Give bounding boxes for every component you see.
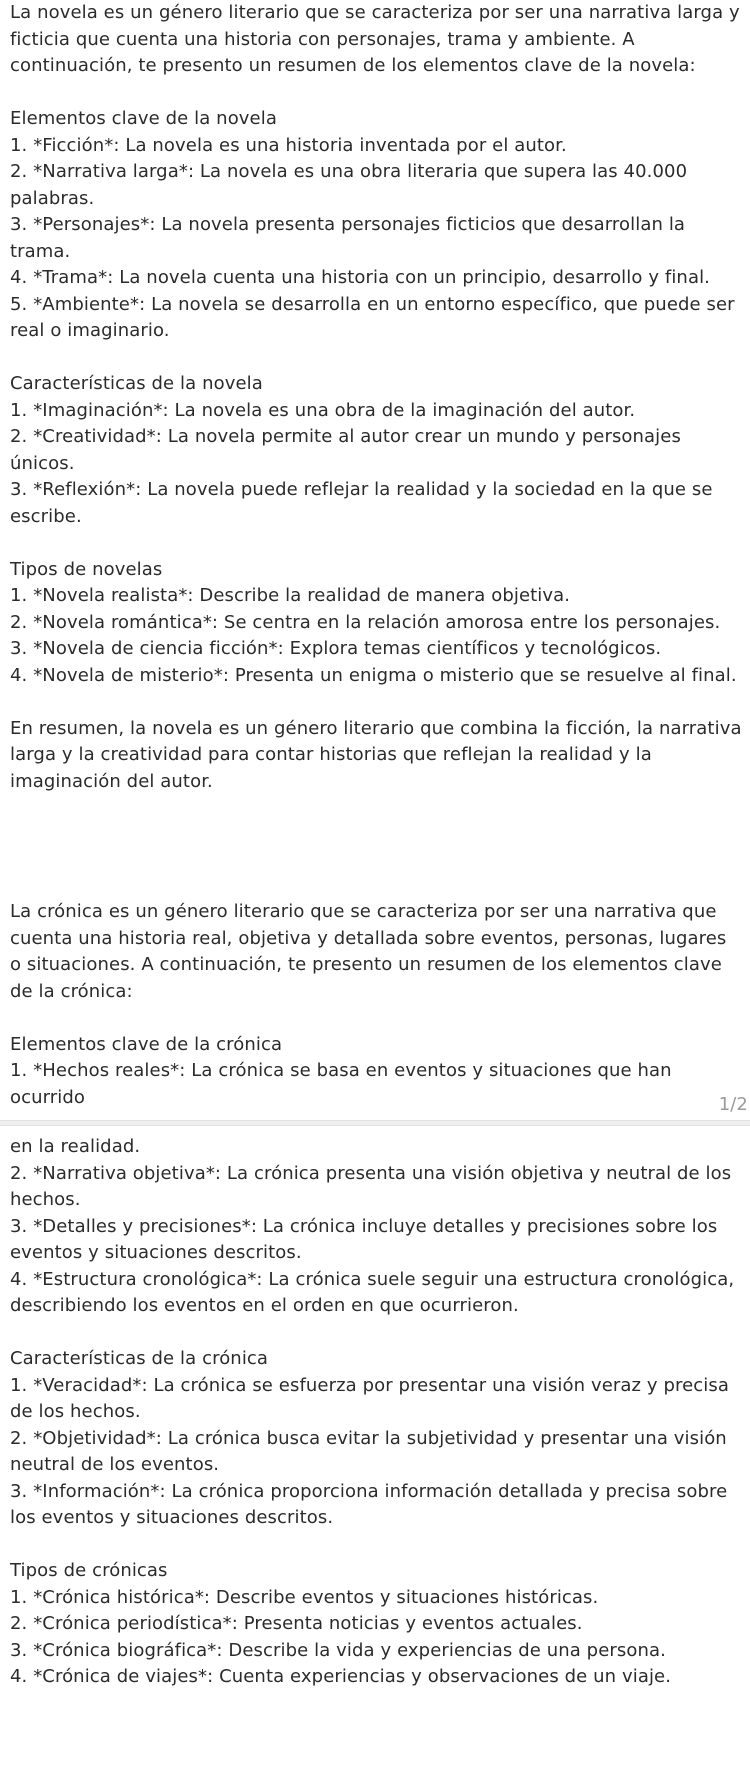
list-item: 1. *Novela realista*: Describe la realidad de manera objetiva. bbox=[10, 585, 571, 606]
chronicle-elements-heading: Elementos clave de la crónica bbox=[10, 1033, 283, 1055]
list-item: 2. *Novela romántica*: Se centra en la relación amorosa entre los personajes. bbox=[10, 611, 721, 633]
list-item: 2. *Narrativa larga*: La novela es una obra literaria que supera las 40.000 palabras. bbox=[10, 161, 688, 209]
list-item: 3. *Personajes*: La novela presenta personajes ficticios que desarrollan la trama. bbox=[10, 214, 686, 262]
list-item: 3. *Crónica biográfica*: Describe la vida y experiencias de una persona. bbox=[10, 1639, 666, 1661]
list-item: 4. *Crónica de viajes*: Cuenta experiencias y observaciones de un viaje. bbox=[10, 1666, 672, 1687]
list-item: 1. *Hechos reales*: La crónica se basa en eventos y situaciones que han ocurrido bbox=[10, 1060, 672, 1108]
list-item: 4. *Trama*: La novela cuenta una historia con un principio, desarrollo y final. bbox=[10, 267, 710, 288]
novel-summary: En resumen, la novela es un género literario que combina la ficción, la narrativa larga y la creatividad para contar historias que reflejan la realidad y la imaginación del autor. bbox=[10, 717, 742, 792]
list-item-continuation: en la realidad. bbox=[10, 1136, 141, 1157]
list-item: 3. *Novela de ciencia ficción*: Explora temas científicos y tecnológicos. bbox=[10, 638, 662, 659]
list-item: 1. *Imaginación*: La novela es una obra de la imaginación del autor. bbox=[10, 399, 636, 421]
novel-types-heading: Tipos de novelas bbox=[10, 558, 163, 580]
list-item: 5. *Ambiente*: La novela se desarrolla en un entorno específico, que puede ser real o imaginario. bbox=[10, 293, 735, 341]
novel-intro: La novela es un género literario que se caracteriza por ser una narrativa larga y ficticia que cuenta una historia con personajes, trama y ambiente. A continuación, te presento un resumen de los elementos clave de la novela: bbox=[10, 2, 740, 76]
novel-characteristics-heading: Características de la novela bbox=[10, 373, 263, 394]
chronicle-intro: La crónica es un género literario que se caracteriza por ser una narrativa que cuenta una historia real, objetiva y detallada sobre eventos, personas, lugares o situaciones. A continuación, te presento un resumen de los elementos clave de la crónica: bbox=[10, 901, 727, 1002]
page-counter: 1/2 bbox=[718, 1094, 748, 1115]
list-item: 2. *Objetividad*: La crónica busca evitar la subjetividad y presentar una visión neutral de los eventos. bbox=[10, 1427, 727, 1475]
list-item: 2. *Narrativa objetiva*: La crónica presenta una visión objetiva y neutral de los hechos. bbox=[10, 1162, 732, 1210]
list-item: 3. *Información*: La crónica proporciona información detallada y precisa sobre los eventos y situaciones descritos. bbox=[10, 1480, 728, 1528]
list-item: 3. *Reflexión*: La novela puede reflejar la realidad y la sociedad en la que se escribe. bbox=[10, 479, 713, 527]
novel-elements-heading: Elementos clave de la novela bbox=[10, 108, 277, 129]
list-item: 2. *Creatividad*: La novela permite al autor crear un mundo y personajes únicos. bbox=[10, 426, 681, 474]
document-text-continued bbox=[0, 1134, 750, 1691]
list-item: 1. *Ficción*: La novela es una historia inventada por el autor. bbox=[10, 134, 567, 156]
list-item: 3. *Detalles y precisiones*: La crónica incluye detalles y precisiones sobre los eventos y situaciones descritos. bbox=[10, 1215, 718, 1263]
page-2 bbox=[0, 1120, 750, 1766]
chronicle-types-heading: Tipos de crónicas bbox=[10, 1560, 168, 1581]
list-item: 4. *Estructura cronológica*: La crónica suele seguir una estructura cronológica, describiendo los eventos en el orden en que ocurrieron. bbox=[10, 1268, 735, 1316]
list-item: 1. *Veracidad*: La crónica se esfuerza por presentar una visión veraz y precisa de los hechos. bbox=[10, 1374, 729, 1422]
chronicle-characteristics-heading: Características de la crónica bbox=[10, 1348, 269, 1369]
list-item: 2. *Crónica periodística*: Presenta noticias y eventos actuales. bbox=[10, 1613, 583, 1634]
list-item: 4. *Novela de misterio*: Presenta un enigma o misterio que se resuelve al final. bbox=[10, 664, 737, 686]
list-item: 1. *Crónica histórica*: Describe eventos y situaciones históricas. bbox=[10, 1586, 599, 1608]
